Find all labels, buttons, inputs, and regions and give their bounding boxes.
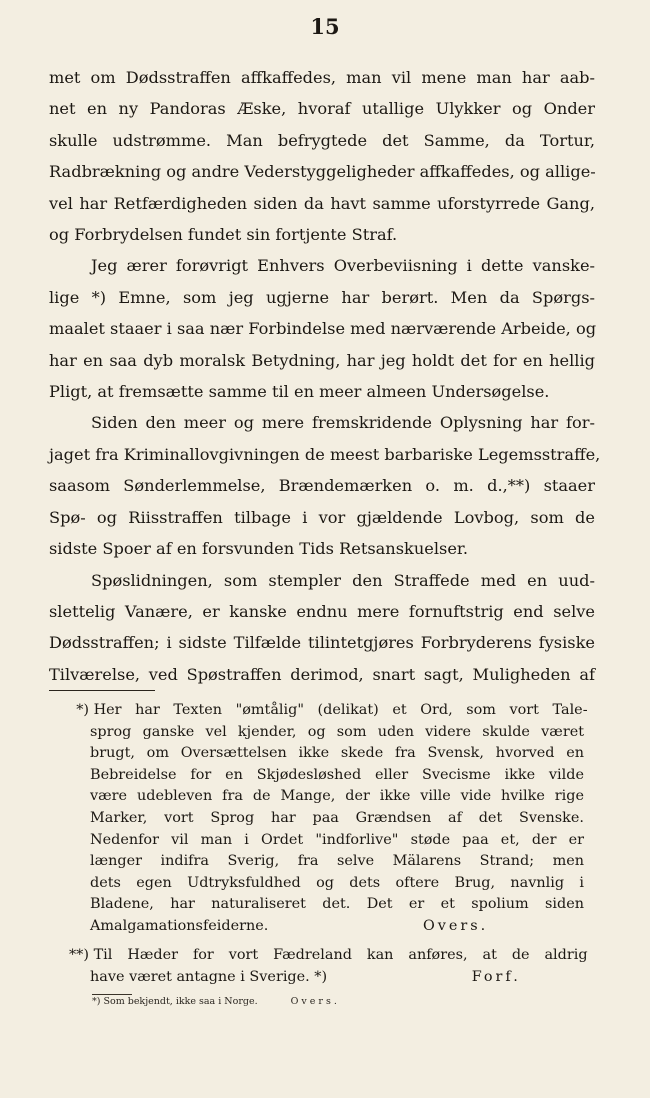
text-line: og Forbrydelsen fundet sin fortjente Straf. [49, 225, 398, 245]
text-line: skulle udstrømme. Man befrygtede det Samme, da Tortur, [49, 130, 595, 150]
footnote-line: Her har Texten "ømtålig" (delikat) et Ord, som vort Tale- [93, 702, 588, 718]
page-number: 15 [310, 14, 340, 39]
text-line: Siden den meer og mere fremskridende Oplysning har for- [91, 413, 595, 433]
footnote-line: Marker, vort Sprog har paa Grændsen af det Svenske. [90, 809, 584, 826]
subnote-signature: Overs. [290, 996, 340, 1007]
footnote-translator [49, 700, 595, 938]
text-line: Spøslidningen, som stempler den Straffede med en uud- [91, 570, 595, 590]
text-line: lige *) Emne, som jeg ugjerne har berørt. Men da Spørgs- [49, 287, 595, 307]
footnote-line: længer indifra Sverig, fra selve Mälarens Strand; men [90, 853, 584, 870]
footnote-signature: Forf. [471, 968, 521, 985]
main-text [49, 62, 601, 690]
text-line: net en ny Pandoras Æske, hvoraf utallige Ulykker og Onder [49, 99, 595, 119]
footnote-marker: **) [68, 947, 89, 963]
footnote-line: brugt, om Oversættelsen ikke skede fra Svensk, hvorved en [90, 745, 584, 762]
footnote-divider [49, 690, 155, 691]
footnote-line: være udebleven fra de Mange, der ikke ville vide hvilke rige [90, 788, 584, 805]
footnote-line: Til Hæder for vort Fædreland kan anføres, at de aldrig [93, 947, 588, 963]
text-line: maalet staaer i saa nær Forbindelse med nærværende Arbeide, og [49, 319, 597, 339]
text-line: Pligt, at fremsætte samme til en meer almeen Undersøgelse. [49, 382, 550, 402]
footnote-line: Nedenfor vil man i Ordet "indforlive" støde paa et, der er [90, 831, 584, 848]
text-line: jaget fra Kriminallovgivningen de meest barbariske Legemsstraffe, [49, 444, 601, 464]
text-line: har en saa dyb moralsk Betydning, har jeg holdt det for en hellig [49, 350, 595, 370]
text-line: Dødsstraffen; i sidste Tilfælde tilintetgjøres Forbryderens fysiske [49, 633, 595, 653]
text-line: met om Dødsstraffen affkaffedes, man vil mene man har aab- [49, 68, 595, 87]
text-line: Spø- og Riisstraffen tilbage i vor gjældende Lovbog, som de [49, 507, 595, 527]
footnote-line: Bladene, har naturaliseret det. Det er et spolium siden [90, 896, 584, 913]
text-line: slettelig Vanære, er kanske endnu mere fornuftstrig end selve [49, 601, 595, 621]
footnote-line: dets egen Udtryksfuldhed og dets oftere Brug, navnlig i [90, 874, 584, 891]
subnote [92, 995, 340, 1009]
footnote-line: have været antagne i Sverige. *) [90, 968, 328, 985]
footnote-marker: *) [76, 702, 89, 718]
footnote-line: sprog ganske vel kjender, og som uden videre skulde været [90, 723, 584, 740]
text-line: Jeg ærer forøvrigt Enhvers Overbeviisning i dette vanske- [91, 256, 595, 276]
text-line: saasom Sønderlemmelse, Brændemærken o. m. d.,**) staaer [49, 476, 595, 496]
footnote-author [49, 945, 595, 988]
text-line: Radbrækning og andre Vederstyggeligheder affkaffedes, og allige- [49, 162, 596, 182]
footnote-line: Amalgamationsfeiderne. [90, 917, 269, 934]
text-line: vel har Retfærdigheden siden da havt samme uforstyrrede Gang, [49, 193, 595, 213]
text-line: Tilværelse, ved Spøstraffen derimod, snart sagt, Muligheden af [49, 664, 595, 684]
footnote-line: Bebreidelse for en Skjødesløshed eller Svecisme ikke vilde [90, 766, 584, 783]
text-line: sidste Spoer af en forsvunden Tids Retsanskuelser. [49, 539, 469, 559]
subnote-text: *) Som bekjendt, ikke saa i Norge. [92, 996, 258, 1007]
footnote-signature: Overs. [422, 917, 489, 934]
